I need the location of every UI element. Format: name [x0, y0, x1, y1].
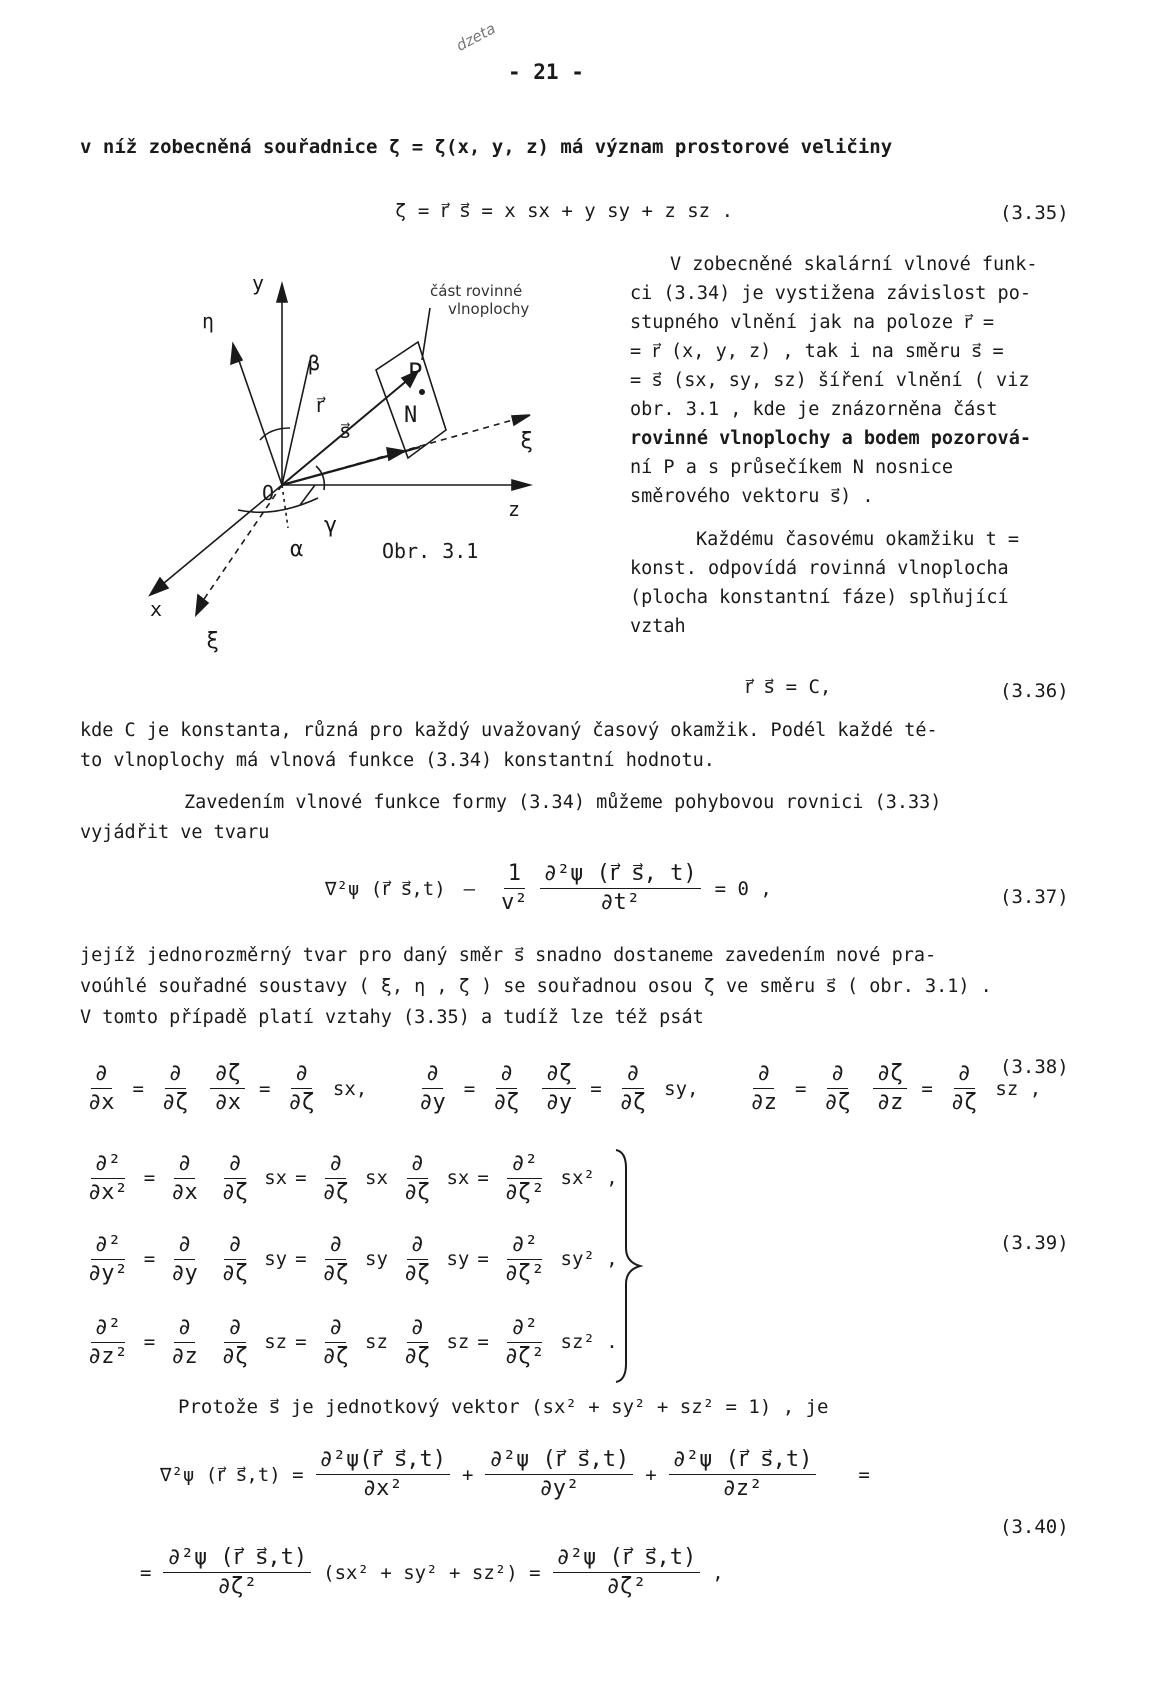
eq339-r1-b-num: ∂ [224, 1231, 245, 1260]
equation-3-38: $\frac{\partial}{\partial x}$ = $\frac{\partial}{\partial\zeta}$ $\frac{\partial\zeta}{\partial x}$ = $\frac{\partial}{\partial\zeta}$ sx, $\frac{\partial}{\partial y}$ = $\frac{\partial}{\partial\zeta}$ $\frac{\partial\zeta}{\partial y}$ = $\frac{\partial}{\partial\zeta}$ sy, $\frac{\partial}{\partial z}$ = $\frac{\partial}{\partial\zeta}$ $\frac{\partial\zeta}{\partial z}$ = $\frac{\partial}{\partial\zeta}$ sz , [80, 1060, 1041, 1117]
eq339-r1-s2: sy [365, 1248, 388, 1270]
equation-3-39 [80, 1140, 618, 1382]
eq339-r0-e-num: ∂² [507, 1150, 542, 1179]
label-O: O [262, 481, 275, 505]
eq340-l1-left: ∇²ψ (r⃗ s⃗,t) = [160, 1463, 304, 1486]
equation-3-36: r⃗ s⃗ = C, [745, 676, 832, 698]
eq339-r1-c-den: ∂ζ [322, 1260, 350, 1286]
eq338-g1-a-num: ∂ [422, 1060, 443, 1089]
eq339-r0-c-num: ∂ [325, 1150, 346, 1179]
eq340-l2-f2-num: ∂²ψ (r⃗ s⃗,t) [553, 1544, 701, 1573]
label-beta: β [308, 351, 321, 375]
label-xi-right: ξ [520, 429, 534, 454]
eq339-r1-e-den: ∂ζ² [504, 1260, 545, 1286]
eta-axis [236, 352, 282, 485]
paragraph-c [80, 716, 938, 776]
eq338-g1-b-den: ∂ζ [493, 1090, 520, 1115]
eq338-g0-c-num: ∂ζ [210, 1060, 245, 1089]
eq338-g2-b-den: ∂ζ [824, 1090, 851, 1115]
eq339-r0-a-den: ∂x [171, 1179, 198, 1205]
eq339-r0-d-num: ∂ [407, 1150, 428, 1179]
equation-number-3-37: (3.37) [1000, 886, 1069, 908]
eq340-l1-f3-num: ∂²ψ (r⃗ s⃗,t) [669, 1446, 817, 1475]
eq337-f1-den: v² [501, 890, 528, 915]
eq338-g0-c-den: ∂x [214, 1090, 241, 1115]
eq339-r2-s3: sz [446, 1331, 470, 1353]
eq338-g0-d-den: ∂ζ [288, 1090, 315, 1115]
eq339-r2-d-num: ∂ [407, 1314, 428, 1343]
para-d-l0: Zavedením vlnové funkce formy (3.34) můžeme pohybovou rovnici (3.33) [184, 792, 942, 813]
equation-number-3-35: (3.35) [1000, 202, 1069, 224]
right-p1-l1: ci (3.34) je vystižena závislost po- [630, 283, 1031, 304]
eq338-g1-c-den: ∂y [545, 1090, 573, 1115]
eq337-f2-den: ∂t² [600, 890, 640, 915]
eq339-r0-e-den: ∂ζ² [504, 1179, 545, 1205]
eq339-r0-l-num: ∂² [91, 1150, 126, 1179]
eq339-r2-tail: sz² . [560, 1331, 618, 1353]
eq339-r0-a-num: ∂ [174, 1150, 195, 1179]
right-p1-l7: ní P a s průsečíkem N nosnice [630, 457, 954, 478]
eq339-r2-e-num: ∂² [507, 1314, 542, 1343]
label-z: z [508, 497, 521, 521]
eq340-l1-plus1: + [462, 1463, 474, 1486]
eq339-r2-d-den: ∂ζ [403, 1343, 431, 1369]
eq339-r2-a-num: ∂ [174, 1314, 195, 1343]
eq340-l2-f2-den: ∂ζ² [606, 1574, 647, 1599]
eq338-g1-a-den: ∂y [419, 1090, 446, 1115]
eq339-r1-d-num: ∂ [407, 1231, 428, 1260]
eq340-l1-f2-num: ∂²ψ (r⃗ s⃗,t) [485, 1446, 633, 1475]
label-alpha: α [290, 537, 304, 562]
eq339-r2-e-den: ∂ζ² [504, 1343, 545, 1369]
eq338-g0-tail: sx, [332, 1077, 368, 1100]
eq339-r1-d-den: ∂ζ [403, 1260, 431, 1286]
eq338-g2-d-num: ∂ [954, 1060, 975, 1089]
eq340-l1-plus2: + [645, 1463, 657, 1486]
label-N: N [404, 403, 418, 428]
figure-note-line1: část rovinné [430, 282, 523, 300]
eq340-l2-eq: = [140, 1561, 152, 1584]
eq338-g1-d-den: ∂ζ [619, 1090, 647, 1115]
eq339-r1-s3: sy [446, 1248, 470, 1270]
eq339-r1-s1: sy [264, 1248, 288, 1270]
right-p1-l8: směrového vektoru s⃗) . [630, 486, 874, 507]
eq339-r0-s2: sx [365, 1167, 388, 1189]
eq338-g1-tail: sy, [664, 1077, 699, 1100]
eq338-g0-d-num: ∂ [291, 1060, 312, 1089]
protoze-line: Protože s⃗ je jednotkový vektor (sx² + sy² + sz² = 1) , je [178, 1396, 829, 1418]
right-column [630, 250, 1038, 641]
para-e-l1: voúhlé souřadné soustavy ( ξ, η , ζ ) se souřadnou osou ζ ve směru s⃗ ( obr. 3.1) . [80, 976, 992, 997]
label-xi-bottom: ξ [206, 629, 220, 654]
eq338-g2-b-num: ∂ [827, 1060, 848, 1089]
label-s: s⃗ [340, 419, 351, 443]
right-p1-l2: stupného vlnění jak na poloze r⃗ = [630, 312, 995, 333]
equation-number-3-38: (3.38) [1000, 1056, 1069, 1078]
eq338-g1-c-num: ∂ζ [542, 1060, 577, 1089]
eq337-minus: – [463, 877, 476, 900]
paragraph-e [80, 940, 992, 1033]
para-d-l1: vyjádřit ve tvaru [80, 822, 270, 843]
label-gamma: γ [324, 513, 338, 538]
para-c-l0: kde C je konstanta, různá pro každý uvažovaný časový okamžik. Podél každé té- [80, 720, 938, 741]
eq338-g2-c-den: ∂z [876, 1090, 904, 1115]
eq339-r2-l-den: ∂z² [88, 1343, 128, 1369]
eq340-l1-f2-den: ∂y² [539, 1476, 580, 1501]
eq338-g1-b-num: ∂ [496, 1060, 517, 1089]
eq337-f1-num: 1 [504, 860, 525, 889]
eq337-f2-num: ∂²ψ (r⃗ s⃗, t) [540, 860, 701, 889]
right-p2-l0: Každému časovému okamžiku t = [696, 529, 1020, 550]
eq339-r0-s1: sx [264, 1167, 288, 1189]
eq338-g0-a-num: ∂ [91, 1060, 112, 1089]
label-r: r⃗ [316, 393, 325, 417]
right-p1-l6: rovinné vlnoplochy a bodem pozorová- [630, 428, 1031, 449]
page-number: - 21 - [508, 60, 584, 84]
eq340-l2-tail: , [712, 1561, 724, 1584]
eq339-r0-tail: sx² , [560, 1167, 618, 1189]
eq339-r0-l-den: ∂x² [88, 1179, 128, 1205]
label-eta: η [202, 309, 215, 333]
right-p1-l4: = s⃗ (sx, sy, sz) šíření vlnění ( viz [630, 370, 1030, 391]
eq339-r0-s3: sx [446, 1167, 470, 1189]
equation-3-35: ζ = r⃗ s⃗ = x sx + y sy + z sz . [395, 200, 734, 222]
equation-3-40-line1 [160, 1446, 870, 1503]
right-p1-l3: = r⃗ (x, y, z) , tak i na směru s⃗ = [630, 341, 1004, 362]
eq339-r2-b-num: ∂ [224, 1314, 245, 1343]
eq337-left: ∇²ψ (r⃗ s⃗,t) [325, 877, 446, 900]
intro-line: v níž zobecněná souřadnice ζ = ζ(x, y, z) má význam prostorové veličiny [80, 136, 893, 158]
eq338-g0-a-den: ∂x [88, 1090, 115, 1115]
eq339-r0-c-den: ∂ζ [322, 1179, 350, 1205]
eq339-r2-c-num: ∂ [325, 1314, 346, 1343]
eq340-l1-f1-den: ∂x² [362, 1476, 403, 1501]
equation-3-37 [325, 860, 772, 917]
note-leader [422, 308, 430, 360]
eq339-r0-d-den: ∂ζ [403, 1179, 431, 1205]
eq339-r1-a-num: ∂ [174, 1231, 195, 1260]
eq339-r1-tail: sy² , [560, 1248, 618, 1270]
s-vector [282, 454, 395, 485]
paragraph-d [80, 788, 941, 848]
right-p2-l2: (plocha konstantní fáze) splňující [630, 587, 1009, 608]
eq339-r2-c-den: ∂ζ [322, 1343, 350, 1369]
eq339-r1-b-den: ∂ζ [221, 1260, 249, 1286]
equation-number-3-40: (3.40) [1000, 1516, 1069, 1538]
eq339-r1-l-num: ∂² [91, 1231, 126, 1260]
eq338-g0-b-num: ∂ [165, 1060, 186, 1089]
right-p2-l3: vztah [630, 616, 686, 637]
eq339-r2-b-den: ∂ζ [221, 1343, 249, 1369]
eq339-r2-l-num: ∂² [91, 1314, 126, 1343]
eq338-g2-tail: sz , [995, 1077, 1042, 1100]
eq339-r0-b-num: ∂ [224, 1150, 245, 1179]
eq339-r1-l-den: ∂y² [88, 1260, 128, 1286]
eq338-g0-b-den: ∂ζ [161, 1090, 189, 1115]
figure-caption: Obr. 3.1 [382, 539, 479, 563]
equation-number-3-36: (3.36) [1000, 680, 1069, 702]
eq337-rhs: = 0 , [714, 877, 772, 900]
eq338-g2-a-num: ∂ [753, 1060, 774, 1089]
right-brace [612, 1148, 648, 1384]
margin-note: dzeta [453, 19, 499, 55]
equation-3-40-line2 [140, 1544, 724, 1601]
equation-number-3-39: (3.39) [1000, 1232, 1069, 1254]
right-p1-l0: V zobecněné skalární vlnové funk- [670, 254, 1038, 275]
eq340-l2-f1-num: ∂²ψ (r⃗ s⃗,t) [163, 1544, 311, 1573]
eq340-l1-eq: = [858, 1463, 870, 1486]
eq339-row-1: $\frac{\text{∂²}}{\text{∂y²}}$ = $\frac{\partial}{\partial y}$ $\frac{\partial}{\partial\zeta}$ sy = $\frac{\partial}{\partial\zeta}$ sy $\frac{\partial}{\partial\zeta}$ sy = $\frac{\text{∂²}}{\text{∂ζ²}}$ sy² , [80, 1216, 618, 1302]
figure-note-line2: vlnoplochy [448, 300, 530, 318]
right-p2-l1: konst. odpovídá rovinná vlnoplocha [630, 558, 1009, 579]
eq338-g2-d-den: ∂ζ [950, 1090, 978, 1115]
eq339-r0-b-den: ∂ζ [221, 1179, 249, 1205]
label-P: P [408, 358, 423, 386]
label-y: y [252, 271, 265, 295]
figure-3-1 [140, 270, 610, 670]
eq339-r1-c-num: ∂ [325, 1231, 346, 1260]
para-c-l1: to vlnoplochy má vlnová funkce (3.34) konstantní hodnotu. [80, 750, 715, 771]
eq339-r2-a-den: ∂z [171, 1343, 198, 1369]
eq339-r2-s2: sz [365, 1331, 388, 1353]
eq340-l2-f1-den: ∂ζ² [217, 1574, 258, 1599]
label-x: x [150, 597, 163, 621]
eq338-g1-d-num: ∂ [622, 1060, 643, 1089]
para-e-l0: jejíž jednorozměrný tvar pro daný směr s⃗ snadno dostaneme zavedením nové pra- [80, 945, 937, 966]
para-e-l2: V tomto případě platí vztahy (3.35) a tudíž lze též psát [80, 1007, 704, 1028]
eq340-l1-f3-den: ∂z² [722, 1476, 763, 1501]
eq340-l1-f1-num: ∂²ψ(r⃗ s⃗,t) [316, 1446, 450, 1475]
eq340-l2-mid: (sx² + sy² + sz²) = [323, 1561, 541, 1584]
eq339-r2-s1: sz [264, 1331, 288, 1353]
eq339-row-0: $\frac{\text{∂²}}{\text{∂x²}}$ = $\frac{\partial}{\partial x}$ $\frac{\partial}{\partial\zeta}$ sx = $\frac{\partial}{\partial\zeta}$ sx $\frac{\partial}{\partial\zeta}$ sx = $\frac{\text{∂²}}{\text{∂ζ²}}$ sx² , [80, 1140, 618, 1216]
eq339-r1-a-den: ∂y [171, 1260, 198, 1286]
eq339-r1-e-num: ∂² [507, 1231, 542, 1260]
eq338-g2-a-den: ∂z [750, 1090, 777, 1115]
right-p1-l5: obr. 3.1 , kde je znázorněna část [630, 399, 998, 420]
eq338-g2-c-num: ∂ζ [873, 1060, 908, 1089]
eq339-row-2: $\frac{\text{∂²}}{\text{∂z²}}$ = $\frac{\partial}{\partial z}$ $\frac{\partial}{\partial\zeta}$ sz = $\frac{\partial}{\partial\zeta}$ sz $\frac{\partial}{\partial\zeta}$ sz = $\frac{\text{∂²}}{\text{∂ζ²}}$ sz² . [80, 1302, 618, 1382]
